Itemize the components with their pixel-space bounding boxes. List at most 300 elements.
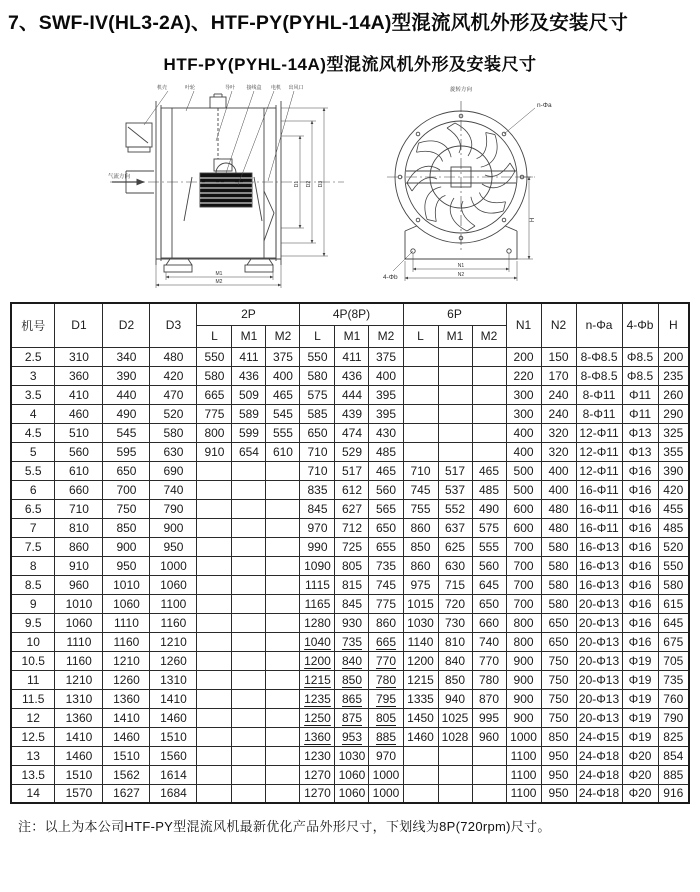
table-cell: 8.5 (11, 575, 55, 594)
table-cell: 1360 (55, 708, 103, 727)
table-cell: Φ11 (622, 404, 658, 423)
table-cell: 835 (300, 480, 335, 499)
callout-impeller-label: 叶轮 (184, 85, 196, 91)
table-cell: 770 (472, 651, 506, 670)
table-cell: 860 (403, 518, 438, 537)
table-cell: 660 (55, 480, 103, 499)
table-cell (232, 670, 266, 689)
table-cell (266, 499, 300, 518)
table-cell: 1210 (150, 632, 197, 651)
table-cell: 1100 (506, 746, 541, 765)
table-cell: 845 (335, 594, 369, 613)
table-cell: 1200 (403, 651, 438, 670)
table-cell: 550 (300, 347, 335, 366)
table-cell: 700 (506, 594, 541, 613)
table-cell: 990 (300, 537, 335, 556)
table-cell: 730 (438, 613, 472, 632)
table-cell: 150 (541, 347, 576, 366)
table-cell: 850 (103, 518, 150, 537)
table-cell: 650 (300, 423, 335, 442)
table-cell: 580 (300, 366, 335, 385)
table-cell: 805 (369, 708, 403, 727)
table-cell: 1010 (55, 594, 103, 613)
table-cell: 735 (369, 556, 403, 575)
table-cell: 840 (438, 651, 472, 670)
header-group-4p8p: 4P(8P) (300, 303, 403, 325)
dim-d2-label: D2 (306, 180, 312, 188)
table-cell: 1510 (150, 727, 197, 746)
table-cell: 775 (369, 594, 403, 613)
table-cell: 411 (232, 347, 266, 366)
table-cell: 545 (266, 404, 300, 423)
table-cell (438, 347, 472, 366)
table-cell: 400 (506, 442, 541, 461)
table-row (11, 480, 689, 499)
table-cell (197, 518, 232, 537)
table-cell: 12-Φ11 (576, 461, 622, 480)
table-cell: 517 (335, 461, 369, 480)
table-cell: 3.5 (11, 385, 55, 404)
table-cell: 840 (335, 651, 369, 670)
table-cell: 710 (300, 442, 335, 461)
table-cell (232, 461, 266, 480)
table-cell: 650 (103, 461, 150, 480)
table-cell (197, 708, 232, 727)
table-cell: 1165 (300, 594, 335, 613)
table-cell: 810 (438, 632, 472, 651)
table-cell: 1210 (103, 651, 150, 670)
table-row (11, 366, 689, 385)
table-cell: 12.5 (11, 727, 55, 746)
table-cell: 900 (150, 518, 197, 537)
table-cell: 552 (438, 499, 472, 518)
header-h: H (658, 303, 689, 347)
table-cell: 760 (658, 689, 689, 708)
table-cell: 815 (335, 575, 369, 594)
table-cell: Φ11 (622, 385, 658, 404)
table-cell: 9.5 (11, 613, 55, 632)
header-d1: D1 (55, 303, 103, 347)
table-cell: 854 (658, 746, 689, 765)
table-cell: 1410 (55, 727, 103, 746)
table-row (11, 651, 689, 670)
table-row (11, 727, 689, 746)
table-cell (403, 385, 438, 404)
table-cell: 500 (506, 480, 541, 499)
table-cell: 310 (55, 347, 103, 366)
table-cell (266, 461, 300, 480)
table-cell: 800 (197, 423, 232, 442)
table-cell: 529 (335, 442, 369, 461)
table-cell (266, 651, 300, 670)
page-title: 7、SWF-IV(HL3-2A)、HTF-PY(PYHL-14A)型混流风机外形及安装尺寸 (8, 12, 629, 34)
table-cell: 637 (438, 518, 472, 537)
table-cell: 1215 (300, 670, 335, 689)
table-cell: 710 (300, 461, 335, 480)
table-cell: 517 (438, 461, 472, 480)
table-cell: 1460 (150, 708, 197, 727)
table-cell: 645 (658, 613, 689, 632)
table-cell: Φ16 (622, 518, 658, 537)
table-cell (266, 727, 300, 746)
table-cell: 885 (369, 727, 403, 746)
table-cell (232, 499, 266, 518)
table-cell: 1100 (150, 594, 197, 613)
table-cell: 850 (403, 537, 438, 556)
table-cell: 550 (197, 347, 232, 366)
table-cell (232, 537, 266, 556)
table-cell: 750 (103, 499, 150, 518)
table-cell (438, 404, 472, 423)
table-cell: 1627 (103, 784, 150, 803)
table-row (11, 765, 689, 784)
table-cell: 953 (335, 727, 369, 746)
table-cell: 860 (55, 537, 103, 556)
table-cell: 612 (335, 480, 369, 499)
table-cell: 240 (541, 404, 576, 423)
table-cell: 4.5 (11, 423, 55, 442)
table-cell (266, 632, 300, 651)
table-cell: 1090 (300, 556, 335, 575)
callout-junction-box-label: 接线盒 (246, 85, 262, 91)
table-cell (472, 423, 506, 442)
table-cell: 5.5 (11, 461, 55, 480)
table-cell: 6 (11, 480, 55, 499)
table-cell (266, 518, 300, 537)
table-cell: 750 (541, 670, 576, 689)
table-cell: 700 (103, 480, 150, 499)
table-cell: 12-Φ11 (576, 442, 622, 461)
table-row (11, 442, 689, 461)
table-cell: 575 (300, 385, 335, 404)
table-cell: Φ19 (622, 727, 658, 746)
table-cell: 600 (506, 499, 541, 518)
table-cell: 660 (472, 613, 506, 632)
table-cell: 375 (369, 347, 403, 366)
table-cell: 1280 (300, 613, 335, 632)
table-cell: 900 (506, 670, 541, 689)
table-cell: 1110 (103, 613, 150, 632)
table-cell: 735 (658, 670, 689, 689)
table-cell: 465 (266, 385, 300, 404)
page-subtitle: HTF-PY(PYHL-14A)型混流风机外形及安装尺寸 (163, 55, 537, 74)
table-cell (232, 613, 266, 632)
table-cell: 1310 (55, 689, 103, 708)
table-cell: 580 (541, 556, 576, 575)
table-cell (232, 708, 266, 727)
table-cell: 24-Φ15 (576, 727, 622, 746)
table-cell: 860 (403, 556, 438, 575)
table-cell (266, 556, 300, 575)
table-cell: Φ20 (622, 746, 658, 765)
table-row (11, 594, 689, 613)
table-cell: 630 (150, 442, 197, 461)
table-cell: 1614 (150, 765, 197, 784)
table-cell: 390 (658, 461, 689, 480)
table-cell (472, 404, 506, 423)
table-cell: 720 (438, 594, 472, 613)
table-cell: 1000 (150, 556, 197, 575)
table-cell: 740 (472, 632, 506, 651)
subheader-4p-m2: M2 (369, 325, 403, 347)
table-cell: 790 (150, 499, 197, 518)
table-cell (232, 632, 266, 651)
table-cell: 940 (438, 689, 472, 708)
table-cell: 16-Φ13 (576, 556, 622, 575)
table-cell: 610 (266, 442, 300, 461)
header-model: 机号 (11, 303, 55, 347)
subheader-6p-l: L (403, 325, 438, 347)
table-cell: 700 (506, 556, 541, 575)
table-cell: 509 (232, 385, 266, 404)
table-cell (403, 347, 438, 366)
table-cell: 650 (472, 594, 506, 613)
table-row (11, 575, 689, 594)
table-cell: Φ16 (622, 594, 658, 613)
table-cell: 845 (300, 499, 335, 518)
table-cell: 1160 (103, 632, 150, 651)
table-cell: 480 (541, 518, 576, 537)
table-cell: 950 (541, 765, 576, 784)
table-cell: 355 (658, 442, 689, 461)
table-cell: 1100 (506, 765, 541, 784)
table-cell: 800 (506, 632, 541, 651)
table-row (11, 404, 689, 423)
table-cell: 10.5 (11, 651, 55, 670)
table-cell: 1040 (300, 632, 335, 651)
table-cell: 500 (506, 461, 541, 480)
table-cell: 240 (541, 385, 576, 404)
table-cell: 615 (658, 594, 689, 613)
table-cell: 440 (103, 385, 150, 404)
catalog-page (0, 7, 700, 835)
fan-front-view-drawing (383, 81, 618, 291)
table-cell: 480 (541, 499, 576, 518)
rotation-direction-label: 旋转方向 (449, 87, 473, 93)
table-row (11, 670, 689, 689)
table-cell: 320 (541, 442, 576, 461)
table-cell: 645 (472, 575, 506, 594)
table-cell: 400 (266, 366, 300, 385)
table-cell (403, 746, 438, 765)
table-cell: Φ8.5 (622, 366, 658, 385)
table-cell: Φ13 (622, 442, 658, 461)
table-cell: 436 (232, 366, 266, 385)
table-cell: 655 (369, 537, 403, 556)
table-cell: 750 (541, 708, 576, 727)
table-cell: 6.5 (11, 499, 55, 518)
table-cell: 1235 (300, 689, 335, 708)
table-cell (403, 784, 438, 803)
table-cell: 16-Φ11 (576, 499, 622, 518)
table-cell: 745 (369, 575, 403, 594)
subheader-4p-m1: M1 (335, 325, 369, 347)
drawings-row (0, 79, 700, 292)
table-cell: 170 (541, 366, 576, 385)
table-cell: 12 (11, 708, 55, 727)
table-cell (232, 518, 266, 537)
table-cell (197, 784, 232, 803)
table-cell: 565 (369, 499, 403, 518)
table-cell: 411 (335, 347, 369, 366)
table-row (11, 784, 689, 803)
table-cell (197, 575, 232, 594)
table-cell: 14 (11, 784, 55, 803)
table-cell (403, 366, 438, 385)
callout-outlet-label: 出风口 (288, 85, 304, 91)
table-cell (266, 765, 300, 784)
table-cell: 1030 (335, 746, 369, 765)
table-cell: 220 (506, 366, 541, 385)
table-cell (197, 480, 232, 499)
table-cell: 950 (150, 537, 197, 556)
table-cell: 1160 (150, 613, 197, 632)
table-cell: 1460 (403, 727, 438, 746)
table-cell: 1270 (300, 784, 335, 803)
table-cell (472, 347, 506, 366)
table-row (11, 746, 689, 765)
table-cell: 1410 (103, 708, 150, 727)
table-cell: 290 (658, 404, 689, 423)
table-cell: 580 (541, 575, 576, 594)
table-cell: 865 (335, 689, 369, 708)
table-cell (403, 404, 438, 423)
table-cell: 1684 (150, 784, 197, 803)
table-row (11, 385, 689, 404)
table-cell: 520 (658, 537, 689, 556)
table-cell: 24-Φ18 (576, 746, 622, 765)
table-cell: 805 (335, 556, 369, 575)
table-cell: 665 (197, 385, 232, 404)
table-cell: 420 (658, 480, 689, 499)
dimension-table (10, 302, 690, 804)
table-cell: 770 (369, 651, 403, 670)
table-row (11, 708, 689, 727)
table-cell: 560 (55, 442, 103, 461)
table-cell: 930 (335, 613, 369, 632)
dim-d3-label: D3 (318, 180, 324, 188)
table-cell: 960 (472, 727, 506, 746)
table-cell: 650 (541, 632, 576, 651)
table-row (11, 613, 689, 632)
table-cell (266, 575, 300, 594)
table-cell: 755 (403, 499, 438, 518)
table-cell: 555 (472, 537, 506, 556)
dim-n1-label: N1 (457, 263, 465, 269)
table-cell (438, 442, 472, 461)
table-cell: Φ19 (622, 689, 658, 708)
table-cell: 790 (658, 708, 689, 727)
table-cell: 8-Φ8.5 (576, 347, 622, 366)
table-cell: Φ19 (622, 670, 658, 689)
table-cell: 850 (438, 670, 472, 689)
table-cell: 2.5 (11, 347, 55, 366)
table-cell: 510 (55, 423, 103, 442)
table-row (11, 499, 689, 518)
table-cell: 325 (658, 423, 689, 442)
table-cell (232, 727, 266, 746)
table-cell: 490 (472, 499, 506, 518)
table-cell: 13.5 (11, 765, 55, 784)
table-cell: 750 (541, 651, 576, 670)
table-cell: 1060 (150, 575, 197, 594)
table-cell: 395 (369, 404, 403, 423)
table-cell: 16-Φ11 (576, 480, 622, 499)
table-cell: 795 (369, 689, 403, 708)
table-cell: 400 (541, 461, 576, 480)
table-cell: 1260 (103, 670, 150, 689)
table-cell (197, 746, 232, 765)
header-group-6p: 6P (403, 303, 506, 325)
table-cell: 580 (150, 423, 197, 442)
table-cell (232, 594, 266, 613)
table-cell: 10 (11, 632, 55, 651)
table-cell (266, 613, 300, 632)
table-cell: 627 (335, 499, 369, 518)
table-cell: 5 (11, 442, 55, 461)
table-cell: 1510 (55, 765, 103, 784)
table-cell (403, 765, 438, 784)
callout-casing-label: 机壳 (156, 85, 168, 91)
table-cell (266, 480, 300, 499)
table-cell (197, 499, 232, 518)
table-cell: 400 (369, 366, 403, 385)
table-cell (472, 366, 506, 385)
table-cell: 580 (197, 366, 232, 385)
table-cell: 410 (55, 385, 103, 404)
table-cell: 1060 (335, 765, 369, 784)
table-cell: 1562 (103, 765, 150, 784)
table-cell: 950 (103, 556, 150, 575)
header-group-2p: 2P (197, 303, 300, 325)
table-cell: 1510 (103, 746, 150, 765)
table-cell: 1250 (300, 708, 335, 727)
table-cell: 16-Φ11 (576, 518, 622, 537)
table-cell: 585 (300, 404, 335, 423)
table-cell (232, 765, 266, 784)
dimension-table-body (11, 347, 689, 803)
table-cell (472, 442, 506, 461)
subheader-6p-m2: M2 (472, 325, 506, 347)
header-n2: N2 (541, 303, 576, 347)
table-cell: Φ16 (622, 480, 658, 499)
table-cell: 1460 (55, 746, 103, 765)
table-cell (472, 784, 506, 803)
table-cell: 1160 (55, 651, 103, 670)
table-cell: 1000 (506, 727, 541, 746)
table-cell: 975 (403, 575, 438, 594)
table-cell: 24-Φ18 (576, 784, 622, 803)
foot-hole-label: 4-Φb (383, 274, 398, 281)
table-cell (197, 651, 232, 670)
table-cell: 995 (472, 708, 506, 727)
table-cell: 1450 (403, 708, 438, 727)
table-cell: 1028 (438, 727, 472, 746)
table-cell: 439 (335, 404, 369, 423)
table-cell: 436 (335, 366, 369, 385)
table-cell: 11 (11, 670, 55, 689)
header-n-phi-a: n-Φa (576, 303, 622, 347)
table-cell: Φ16 (622, 537, 658, 556)
airflow-direction-label: 气流方向 (108, 174, 131, 180)
subheader-6p-m1: M1 (438, 325, 472, 347)
table-cell (197, 594, 232, 613)
table-cell: 580 (541, 594, 576, 613)
table-cell: 970 (300, 518, 335, 537)
table-cell: Φ20 (622, 784, 658, 803)
table-cell: 1115 (300, 575, 335, 594)
table-cell: 300 (506, 404, 541, 423)
